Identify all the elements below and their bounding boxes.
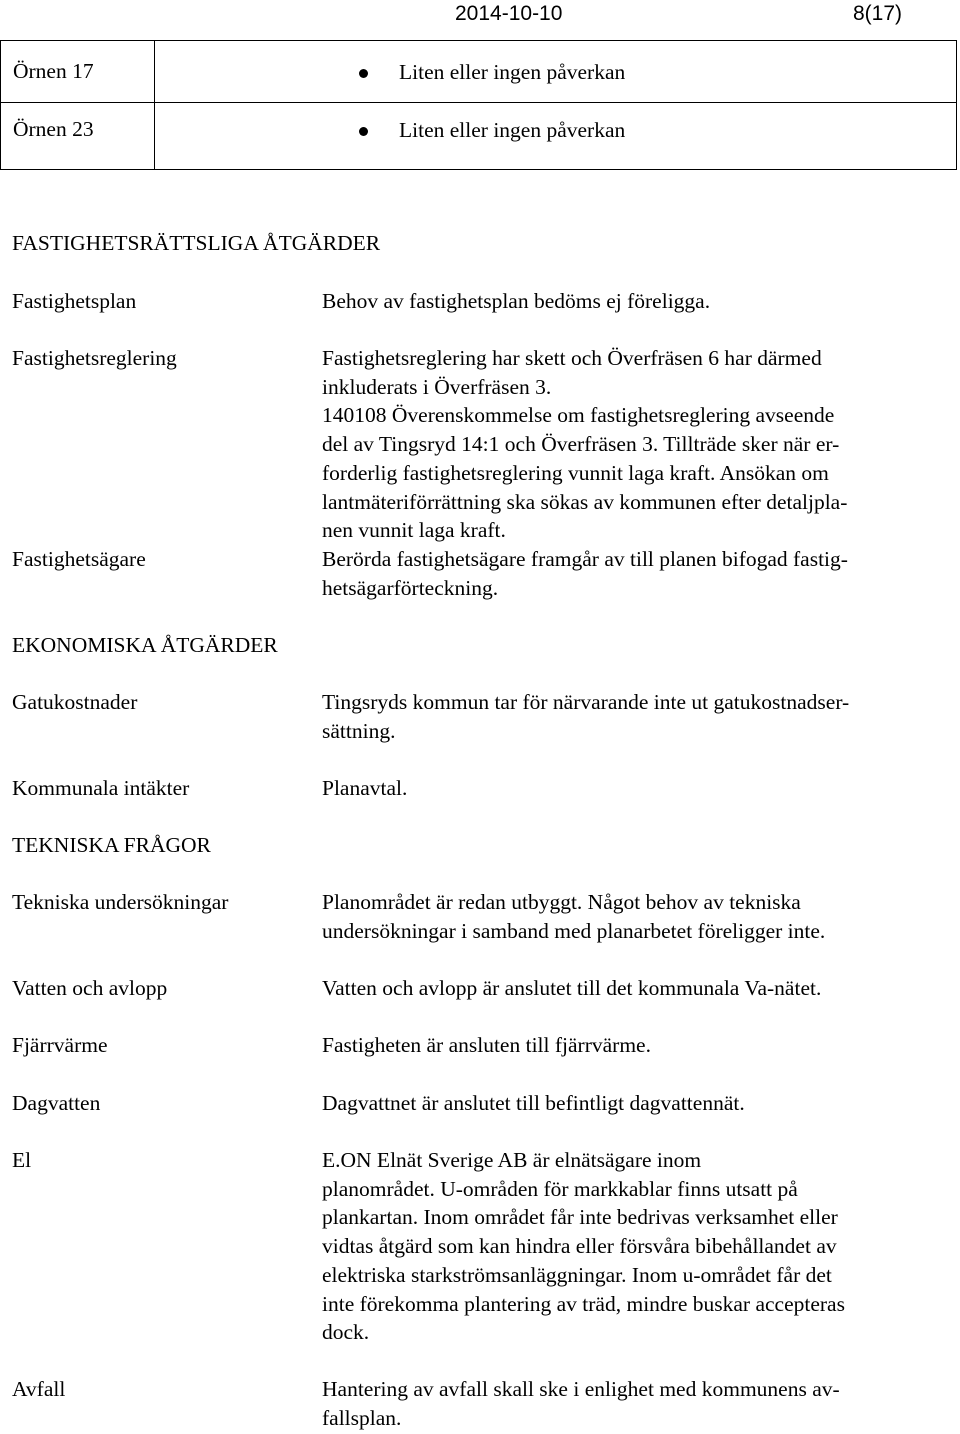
- table-divider-horizontal: [1, 102, 956, 103]
- label-vatten-och-avlopp: Vatten och avlopp: [12, 976, 168, 1000]
- section-heading-teknik: TEKNISKA FRÅGOR: [12, 833, 211, 857]
- impact-table: [0, 40, 957, 170]
- header-date: 2014-10-10: [455, 2, 563, 25]
- text-el: E.ON Elnät Sverige AB är elnätsägare inom planområdet. U-områden för markkablar finns utsatt på plankartan. Inom området får inte bedrivas verksamhet eller vidtas åtgärd som kan hindra eller försvåra bibehållandet av elektriska starkströmsanläggningar. Inom u-området får det inte förekomma plantering av träd, mindre buskar accepteras dock.: [322, 1148, 845, 1345]
- table-row-name: Örnen 23: [13, 117, 94, 141]
- table-row-impact: Liten eller ingen påverkan: [399, 60, 626, 84]
- bullet-icon: [359, 127, 368, 136]
- label-fastighetsplan: Fastighetsplan: [12, 289, 137, 313]
- label-dagvatten: Dagvatten: [12, 1091, 101, 1115]
- page-number: 8(17): [853, 2, 903, 25]
- label-fastighetsreglering: Fastighetsreglering: [12, 346, 177, 370]
- label-avfall: Avfall: [12, 1377, 66, 1401]
- section-heading-fastighet: FASTIGHETSRÄTTSLIGA ÅTGÄRDER: [12, 231, 381, 255]
- bullet-icon: [359, 69, 368, 78]
- section-heading-ekonomi: EKONOMISKA ÅTGÄRDER: [12, 633, 278, 657]
- text-fastighetsreglering: Fastighetsreglering har skett och Överfräsen 6 har därmed inkluderats i Överfräsen 3. 140108 Överenskommelse om fastighetsreglering avseende del av Tingsryd 14:1 och Överfräsen 3. Tillträde sker när er- forderlig fastighetsreglering vunnit laga kraft. Ansökan om lantmäteriförrättning ska sökas av kommunen efter detaljpla- nen vunnit laga kraft.: [322, 346, 848, 543]
- label-tekniska-undersokningar: Tekniska undersökningar: [12, 890, 229, 914]
- text-avfall: Hantering av avfall skall ske i enlighet med kommunens av- fallsplan.: [322, 1377, 840, 1430]
- text-dagvatten: Dagvattnet är anslutet till befintligt dagvattennät.: [322, 1091, 745, 1115]
- text-vatten-och-avlopp: Vatten och avlopp är anslutet till det kommunala Va-nätet.: [322, 976, 822, 1000]
- label-el: El: [12, 1148, 32, 1172]
- page-header: [0, 0, 960, 30]
- table-row-impact: Liten eller ingen påverkan: [399, 118, 626, 142]
- label-gatukostnader: Gatukostnader: [12, 690, 138, 714]
- label-fastighetsagare: Fastighetsägare: [12, 547, 146, 571]
- text-kommunala-intakter: Planavtal.: [322, 776, 408, 800]
- text-fastighetsagare: Berörda fastighetsägare framgår av till planen bifogad fastig- hetsägarförteckning.: [322, 547, 848, 600]
- text-fastighetsplan: Behov av fastighetsplan bedöms ej föreligga.: [322, 289, 711, 313]
- text-tekniska-undersokningar: Planområdet är redan utbyggt. Något behov av tekniska undersökningar i samband med planarbetet föreligger inte.: [322, 890, 826, 943]
- text-fjarrvarme: Fastigheten är ansluten till fjärrvärme.: [322, 1033, 651, 1057]
- label-fjarrvarme: Fjärrvärme: [12, 1033, 108, 1057]
- table-divider-vertical: [154, 41, 155, 169]
- label-kommunala-intakter: Kommunala intäkter: [12, 776, 190, 800]
- text-gatukostnader: Tingsryds kommun tar för närvarande inte ut gatukostnadser- sättning.: [322, 690, 850, 743]
- table-row-name: Örnen 17: [13, 59, 94, 83]
